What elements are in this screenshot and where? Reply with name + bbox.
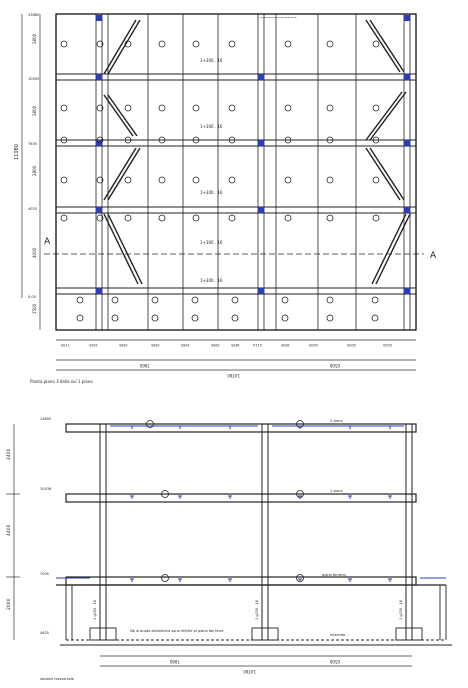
plan-column [404,207,410,213]
plan-top-note: ~~~~~~~~~~~ [260,15,297,20]
plan-caption: Pianta piano 3 dalla sul 1 piano [30,379,93,384]
plan-member-tag [327,105,333,111]
section-left-dim: 2000 [7,598,12,610]
section-left-dim: 4400 [7,524,12,536]
plan-member-tag [232,315,238,321]
plan-member-tag [159,215,165,221]
plan-member-tag [372,315,378,321]
section-column-label: 1 g250 . 16 [399,599,403,620]
plan-beam [56,74,416,80]
plan-member-tag [192,315,198,321]
plan-member-tag [193,105,199,111]
section-bottom-dim: 6500 [329,659,340,664]
plan-member-tag [77,315,83,321]
plan-columns [96,14,410,330]
section-column-label: 1 g250 . 16 [93,599,97,620]
floor-label-2: 2 siano [330,419,343,423]
plan-beam [56,288,416,294]
plan-bottom-subdim: 7860 [139,363,150,368]
section-marker [178,496,182,499]
plan-member-tag [232,297,238,303]
plan-column [404,15,410,21]
plan-member-tag [285,105,291,111]
section-marker [388,496,392,499]
plan-left-dim: 2800 [32,105,37,116]
plan-member-tag [373,177,379,183]
plan-member-tag [229,177,235,183]
section-bottom-total: 14760 [243,669,256,674]
plan-bottom-dim: 2114 [253,343,262,347]
section-marker [348,579,352,582]
plan-member-tag [159,177,165,183]
plan-bottom-dim: 1895 [281,343,290,347]
plan-bottom-dim: 1965 [151,343,160,347]
section-marker [130,426,134,429]
plan-member-tag [229,215,235,221]
section-left-level: 14800 [40,417,52,421]
plan-member-tag [285,177,291,183]
plan-member-tag [61,177,67,183]
section-marker [228,426,232,429]
plan-member-tag [152,315,158,321]
plan-bottom-dim: 1965 [211,343,220,347]
section-bottom-dimension [100,656,412,674]
plan-member-tag [125,177,131,183]
plan-bracing [104,20,410,284]
plan-member-tag [159,105,165,111]
section-marker [178,579,182,582]
plan-member-tag [193,177,199,183]
section-left-level: 7005 [40,572,49,576]
plan-column [404,74,410,80]
plan-column [96,74,102,80]
plan-beams [56,74,416,294]
plan-member-tag [282,297,288,303]
section-slabs [56,424,446,585]
plan-column [96,288,102,294]
plan-bottom-subdim: 6500 [329,363,340,368]
plan-column [96,207,102,213]
plan-member-tag [229,105,235,111]
floor-label-ground: piano terreno [322,573,346,577]
section-marker [388,426,392,429]
plan-labels [14,15,437,384]
plan-bottom-dim: 2000 [309,343,318,347]
plan-bottom-total: 14760 [227,373,240,378]
section-marker [388,579,392,582]
plan-member-tag [61,105,67,111]
plan-member-tag [125,105,131,111]
section-note: Nb la quota altimetrica sono riferite al piano del terre [130,629,224,633]
plan-left-level: 4025 [28,207,37,211]
plan-member-tag [125,215,131,221]
section-mark-left: A [44,237,51,247]
plan-left-dim-labels [28,13,39,314]
plan-member-tag [152,297,158,303]
section-caption: sezione trasversale [40,677,74,681]
section-column-labels [93,600,403,620]
plan-member-tag [327,177,333,183]
section-marker [228,496,232,499]
plan-outline [56,14,416,330]
section-marker [228,579,232,582]
plan-member-tag [327,315,333,321]
plan-column [258,288,264,294]
plan-member-tag [327,41,333,47]
plan-bottom-dim: 2000 [347,343,356,347]
plan-member-tag [282,315,288,321]
section-marker [348,426,352,429]
floor-label-basement: interrato [330,633,346,637]
plan-row-labels [200,58,223,283]
section-labels [40,419,346,681]
plan-member-tag [373,215,379,221]
plan-beam [56,140,416,146]
section-left-dim-labels [6,417,51,635]
plan-bottom-dim: 2000 [383,343,392,347]
plan-column [258,74,264,80]
plan-member-tag [192,297,198,303]
plan-member-tag [327,215,333,221]
plan-member-tag [112,315,118,321]
plan-left-level: 7635 [28,142,37,146]
plan-left-level: 0.00 [28,295,36,299]
plan-bottom-dimension [56,340,416,378]
plan-bottom-dim: 1700 [61,343,70,347]
plan-row-label: 1+300 . 16 [200,278,223,283]
plan-column [404,140,410,146]
section-marker [348,496,352,499]
plan-member-tag [193,215,199,221]
plan-left-dim: 2800 [32,165,37,176]
plan-member-tag [285,215,291,221]
plan-row-label: 1+300 . 16 [200,190,223,195]
plan-total-height: 11080 [14,144,20,160]
plan-member-tag [373,105,379,111]
section-mark-right: A [430,251,437,261]
plan-left-dimension [22,14,40,330]
plan-column [96,15,102,21]
section-bottom-dim: 7860 [169,659,180,664]
plan-member-tag [229,41,235,47]
section-view [56,421,452,646]
section-marker [178,426,182,429]
plan-row-label: 1+300 . 16 [200,240,223,245]
section-marker [130,579,134,582]
floor-label-1: 1 siano [330,489,343,493]
plan-member-tag [61,41,67,47]
plan-member-tag [285,41,291,47]
plan-beam [56,207,416,213]
plan-member-tag [61,215,67,221]
section-left-level: 10438 [40,487,52,491]
plan-column [258,207,264,213]
plan-bottom-dim: 1965 [119,343,128,347]
section-column-label: 1 g250 . 16 [255,599,259,620]
plan-column [258,140,264,146]
plan-column [404,288,410,294]
plan-member-tag [77,297,83,303]
section-marker [130,496,134,499]
plan-view [44,14,424,330]
section-left-level: 4625 [40,631,49,635]
plan-left-level: 13880 [28,13,40,17]
plan-member-tag [327,297,333,303]
section-tags [130,421,392,583]
plan-member-tag [112,297,118,303]
plan-bottom-dim: 1895 [231,343,240,347]
section-left-dim: 2400 [7,448,12,460]
plan-member-tag [373,41,379,47]
plan-left-level: 10505 [28,77,40,81]
plan-row-label: 1+300 . 16 [200,58,223,63]
plan-bottom-dim: 1925 [89,343,98,347]
plan-member-tag [372,297,378,303]
plan-left-dim: 4000 [32,247,37,258]
plan-left-dim: 1500 [32,303,37,314]
plan-member-tag [159,41,165,47]
plan-row-label: 1+300 . 16 [200,124,223,129]
section-tag [162,575,169,582]
plan-bottom-dim: 1965 [181,343,190,347]
plan-member-tag [193,41,199,47]
plan-left-dim: 2800 [32,33,37,44]
